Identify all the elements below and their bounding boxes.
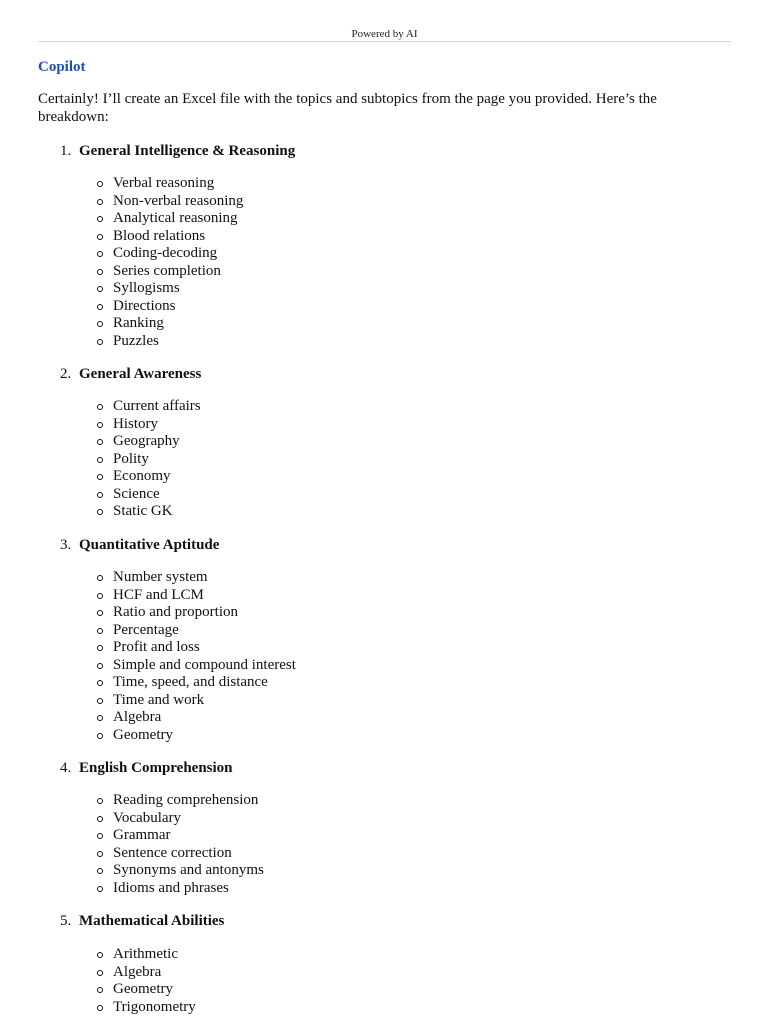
circle-bullet-icon <box>97 851 103 857</box>
topic-heading <box>60 142 295 160</box>
circle-bullet-icon <box>97 181 103 187</box>
topic-number: 5. <box>60 913 72 929</box>
subtopic-label: Profit and loss <box>113 639 200 655</box>
circle-bullet-icon <box>97 886 103 892</box>
subtopic-label: Static GK <box>113 503 173 519</box>
list-item <box>96 486 201 504</box>
subtopic-label: Ratio and proportion <box>113 604 238 620</box>
header-divider <box>38 41 731 42</box>
list-item <box>96 946 196 964</box>
subtopic-list <box>96 792 264 897</box>
list-item <box>96 333 243 351</box>
list-item <box>96 398 201 416</box>
list-item <box>96 298 243 316</box>
intro-paragraph: Certainly! I’ll create an Excel file with the topics and subtopics from the page you provided. Here’s the breakdown: <box>38 91 657 125</box>
circle-bullet-icon <box>97 833 103 839</box>
circle-bullet-icon <box>97 715 103 721</box>
list-item <box>96 245 243 263</box>
list-item <box>96 709 296 727</box>
subtopic-label: Blood relations <box>113 227 206 244</box>
list-item <box>96 964 196 982</box>
circle-bullet-icon <box>97 628 103 634</box>
circle-bullet-icon <box>97 868 103 874</box>
list-item <box>96 604 296 622</box>
topic-number: 3. <box>60 537 72 553</box>
subtopic-label: HCF and LCM <box>113 586 204 603</box>
subtopic-label: Vocabulary <box>113 809 182 826</box>
list-item <box>96 175 243 193</box>
list-item <box>96 639 296 657</box>
list-item <box>96 451 201 469</box>
subtopic-label: Sentence correction <box>113 844 232 861</box>
subtopic-label: Series completion <box>113 262 221 279</box>
circle-bullet-icon <box>97 304 103 310</box>
subtopic-label: Percentage <box>113 621 179 638</box>
circle-bullet-icon <box>97 509 103 515</box>
subtopic-label: Polity <box>113 450 149 467</box>
circle-bullet-icon <box>97 593 103 599</box>
subtopic-label: History <box>113 415 158 432</box>
circle-bullet-icon <box>97 1005 103 1011</box>
circle-bullet-icon <box>97 339 103 345</box>
list-item <box>96 263 243 281</box>
list-item <box>96 657 296 675</box>
subtopic-label: Ranking <box>113 315 164 331</box>
list-item <box>96 468 201 486</box>
circle-bullet-icon <box>97 798 103 804</box>
subtopic-label: Coding-decoding <box>113 245 218 261</box>
subtopic-label: Puzzles <box>113 332 159 349</box>
subtopic-label: Analytical reasoning <box>113 210 238 226</box>
circle-bullet-icon <box>97 251 103 257</box>
list-item <box>96 210 243 228</box>
subtopic-label: Trigonometry <box>113 998 196 1015</box>
circle-bullet-icon <box>97 698 103 704</box>
list-item <box>96 193 243 211</box>
list-item <box>96 674 296 692</box>
subtopic-label: Algebra <box>113 963 162 980</box>
circle-bullet-icon <box>97 234 103 240</box>
circle-bullet-icon <box>97 286 103 292</box>
circle-bullet-icon <box>97 952 103 958</box>
circle-bullet-icon <box>97 457 103 463</box>
topic-name: General Awareness <box>79 366 202 382</box>
list-item <box>96 228 243 246</box>
subtopic-label: Science <box>113 485 160 502</box>
topic-name: Mathematical Abilities <box>79 913 225 929</box>
subtopic-label: Synonyms and antonyms <box>113 862 264 878</box>
list-item <box>96 622 296 640</box>
subtopic-label: Algebra <box>113 709 162 725</box>
subtopic-label: Simple and compound interest <box>113 656 296 673</box>
list-item <box>96 503 201 521</box>
subtopic-label: Economy <box>113 468 171 484</box>
list-item <box>96 862 264 880</box>
topic-heading <box>60 912 224 930</box>
topic-heading <box>60 365 201 383</box>
list-item <box>96 845 264 863</box>
subtopic-label: Current affairs <box>113 398 201 414</box>
list-item <box>96 792 264 810</box>
circle-bullet-icon <box>97 575 103 581</box>
circle-bullet-icon <box>97 492 103 498</box>
topic-number: 1. <box>60 143 72 159</box>
subtopic-label: Directions <box>113 297 176 314</box>
circle-bullet-icon <box>97 321 103 327</box>
circle-bullet-icon <box>97 474 103 480</box>
subtopic-label: Reading comprehension <box>113 792 259 808</box>
subtopic-label: Geography <box>113 433 180 449</box>
subtopic-label: Syllogisms <box>113 280 180 296</box>
subtopic-label: Number system <box>113 569 208 585</box>
list-item <box>96 416 201 434</box>
circle-bullet-icon <box>97 987 103 993</box>
topic-heading <box>60 536 219 554</box>
subtopic-label: Non-verbal reasoning <box>113 192 244 209</box>
subtopic-label: Geometry <box>113 981 173 997</box>
subtopic-label: Geometry <box>113 726 173 743</box>
subtopic-label: Idioms and phrases <box>113 879 229 896</box>
subtopic-label: Time, speed, and distance <box>113 674 268 690</box>
list-item <box>96 692 296 710</box>
circle-bullet-icon <box>97 816 103 822</box>
subtopic-label: Grammar <box>113 827 171 843</box>
circle-bullet-icon <box>97 663 103 669</box>
list-item <box>96 880 264 898</box>
topic-name: General Intelligence & Reasoning <box>79 143 296 159</box>
subtopic-list <box>96 946 196 1016</box>
powered-by-label: Powered by AI <box>351 28 418 40</box>
subtopic-list <box>96 398 201 521</box>
list-item <box>96 810 264 828</box>
list-item <box>96 315 243 333</box>
subtopic-list <box>96 569 296 744</box>
circle-bullet-icon <box>97 439 103 445</box>
list-item <box>96 569 296 587</box>
list-item <box>96 827 264 845</box>
list-item <box>96 981 196 999</box>
list-item <box>96 433 201 451</box>
circle-bullet-icon <box>97 733 103 739</box>
circle-bullet-icon <box>97 404 103 410</box>
circle-bullet-icon <box>97 610 103 616</box>
circle-bullet-icon <box>97 422 103 428</box>
circle-bullet-icon <box>97 680 103 686</box>
list-item <box>96 727 296 745</box>
list-item <box>96 280 243 298</box>
subtopic-label: Verbal reasoning <box>113 175 215 191</box>
circle-bullet-icon <box>97 269 103 275</box>
subtopic-label: Time and work <box>113 691 205 708</box>
topic-heading <box>60 759 233 777</box>
circle-bullet-icon <box>97 199 103 205</box>
topic-name: Quantitative Aptitude <box>79 537 220 553</box>
circle-bullet-icon <box>97 216 103 222</box>
circle-bullet-icon <box>97 970 103 976</box>
topic-number: 2. <box>60 366 72 382</box>
topic-name: English Comprehension <box>79 760 233 776</box>
subtopic-label: Arithmetic <box>113 946 178 962</box>
speaker-name: Copilot <box>38 59 86 75</box>
subtopic-list <box>96 175 243 350</box>
topic-number: 4. <box>60 760 72 776</box>
circle-bullet-icon <box>97 645 103 651</box>
list-item <box>96 587 296 605</box>
list-item <box>96 999 196 1017</box>
